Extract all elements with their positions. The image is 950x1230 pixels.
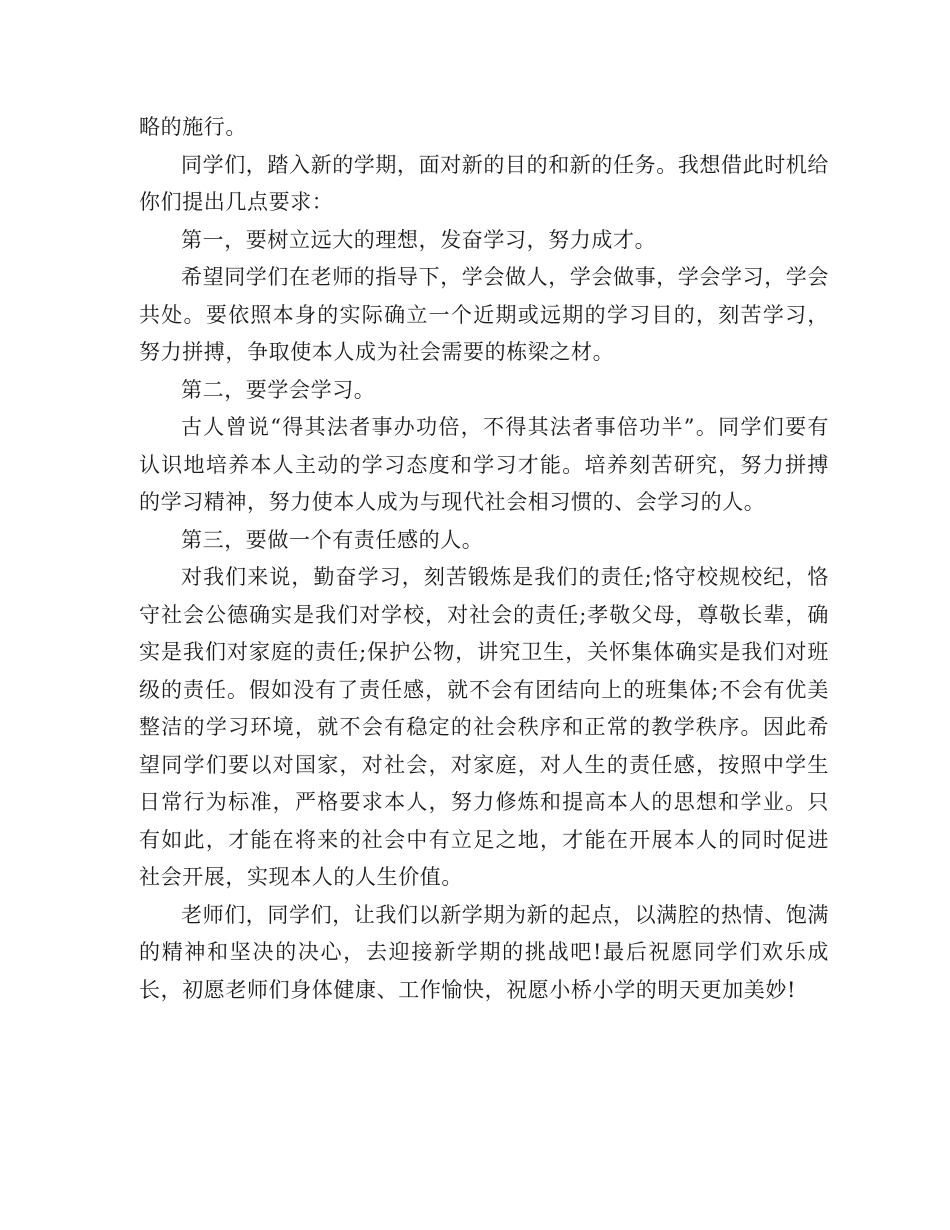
paragraph-2: 同学们，踏入新的学期，面对新的目的和新的任务。我想借此时机给你们提出几点要求： bbox=[139, 152, 829, 214]
paragraph-5: 第二，要学会学习。 bbox=[181, 377, 376, 402]
paragraph-6: 古人曾说“得其法者事办功倍，不得其法者事倍功半”。同学们要有认识地培养本人主动的学习态度和学习才能。培养刻苦研究，努力拼搏的学习精神，努力使本人成为与现代社会相习惯的、会学习的人。 bbox=[139, 415, 829, 514]
paragraph-8: 对我们来说，勤奋学习，刻苦锻炼是我们的责任;恪守校规校纪，恪守社会公德确实是我们对学校，对社会的责任;孝敬父母，尊敬长辈，确实是我们对家庭的责任;保护公物，讲究卫生，关怀集体确实是我们对班级的责任。假如没有了责任感，就不会有团结向上的班集体;不会有优美整洁的学习环境，就不会有稳定的社会秩序和正常的教学秩序。因此希望同学们要以对国家，对社会，对家庭，对人生的责任感，按照中学生日常行为标准，严格要求本人，努力修炼和提高本人的思想和学业。只有如此，才能在将来的社会中有立足之地，才能在开展本人的同时促进社会开展，实现本人的人生价值。 bbox=[139, 565, 829, 889]
paragraph-3: 第一，要树立远大的理想，发奋学习，努力成才。 bbox=[181, 227, 657, 252]
document-body bbox=[139, 109, 829, 1009]
paragraph-9: 老师们，同学们，让我们以新学期为新的起点，以满腔的热情、饱满的精神和坚决的决心，去迎接新学期的挑战吧!最后祝愿同学们欢乐成长，初愿老师们身体健康、工作愉快，祝愿小桥小学的明天更加美妙! bbox=[139, 902, 829, 1002]
paragraph-1: 略的施行。 bbox=[139, 115, 247, 139]
paragraph-7: 第三，要做一个有责任感的人。 bbox=[181, 527, 484, 552]
paragraph-4: 希望同学们在老师的指导下，学会做人，学会做事，学会学习，学会共处。要依照本身的实际确立一个近期或远期的学习目的，刻苦学习，努力拼搏，争取使本人成为社会需要的栋梁之材。 bbox=[139, 265, 829, 364]
